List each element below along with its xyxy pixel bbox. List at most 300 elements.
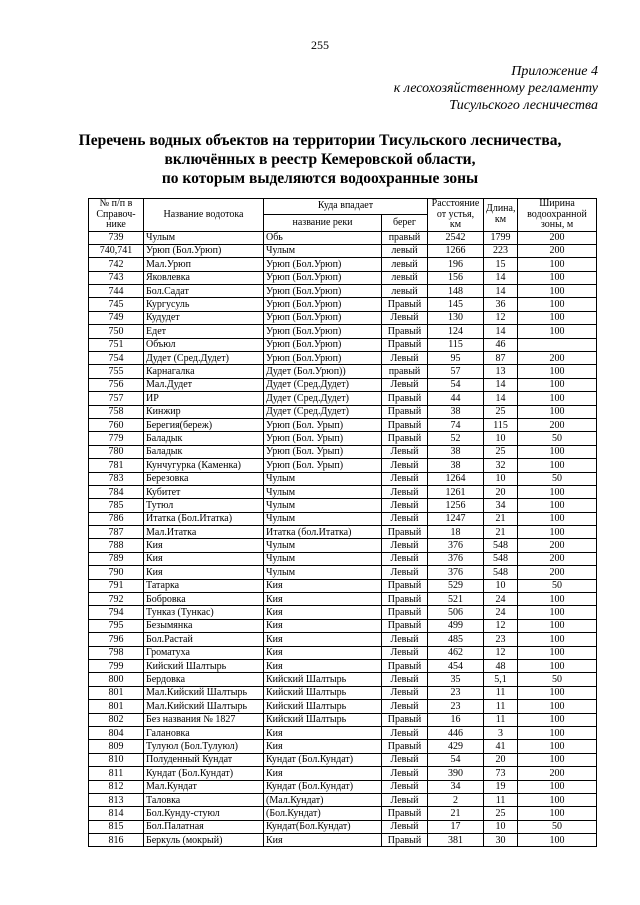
- cell-width: 200: [518, 767, 597, 780]
- cell-length: 73: [484, 767, 518, 780]
- cell-distance: 1264: [428, 472, 484, 485]
- cell-length: 24: [484, 606, 518, 619]
- table-row: [89, 472, 597, 485]
- cell-number: 792: [89, 593, 144, 606]
- cell-width: 100: [518, 619, 597, 632]
- cell-number: 811: [89, 767, 144, 780]
- cell-number: 781: [89, 459, 144, 472]
- cell-length: 1799: [484, 231, 518, 244]
- cell-river: Кийский Шалтырь: [264, 700, 382, 713]
- cell-width: 100: [518, 285, 597, 298]
- cell-bank: левый: [382, 258, 428, 271]
- cell-distance: 521: [428, 593, 484, 606]
- cell-width: 100: [518, 365, 597, 378]
- cell-river: Кия: [264, 619, 382, 632]
- cell-length: 87: [484, 352, 518, 365]
- cell-length: 548: [484, 566, 518, 579]
- cell-bank: Правый: [382, 432, 428, 445]
- cell-width: 100: [518, 606, 597, 619]
- cell-river: (Мал.Кундат): [264, 793, 382, 806]
- table-row: [89, 352, 597, 365]
- cell-length: 14: [484, 378, 518, 391]
- cell-distance: 1256: [428, 499, 484, 512]
- table-header: [89, 199, 597, 232]
- cell-width: 50: [518, 579, 597, 592]
- title-line-2: включённых в реестр Кемеровской области,: [164, 151, 476, 168]
- cell-name: Мал.Дудет: [144, 378, 264, 391]
- cell-bank: Правый: [382, 338, 428, 351]
- cell-distance: 52: [428, 432, 484, 445]
- cell-distance: 429: [428, 740, 484, 753]
- table-row: [89, 405, 597, 418]
- cell-bank: Левый: [382, 633, 428, 646]
- cell-bank: Левый: [382, 311, 428, 324]
- cell-name: Кийский Шалтырь: [144, 660, 264, 673]
- cell-width: 100: [518, 378, 597, 391]
- cell-river: Чулым: [264, 485, 382, 498]
- cell-width: 100: [518, 526, 597, 539]
- cell-number: 800: [89, 673, 144, 686]
- cell-name: Мал.Кундат: [144, 780, 264, 793]
- cell-name: ИР: [144, 392, 264, 405]
- cell-number: 755: [89, 365, 144, 378]
- header-number: № п/п в Справоч- нике: [89, 199, 144, 232]
- cell-name: Бердовка: [144, 673, 264, 686]
- cell-distance: 499: [428, 619, 484, 632]
- cell-bank: Правый: [382, 593, 428, 606]
- table-row: [89, 633, 597, 646]
- cell-river: Кия: [264, 633, 382, 646]
- cell-river: Кия: [264, 660, 382, 673]
- table-row: [89, 686, 597, 699]
- table-row: [89, 780, 597, 793]
- cell-river: Кийский Шалтырь: [264, 713, 382, 726]
- cell-number: 796: [89, 633, 144, 646]
- cell-river: Урюп (Бол. Урып): [264, 418, 382, 431]
- cell-name: Кунчугурка (Каменка): [144, 459, 264, 472]
- cell-width: 100: [518, 740, 597, 753]
- cell-length: 46: [484, 338, 518, 351]
- header-distance: Расстояние от устья, км: [428, 199, 484, 232]
- cell-distance: 38: [428, 445, 484, 458]
- cell-name: Громатуха: [144, 646, 264, 659]
- cell-number: 784: [89, 485, 144, 498]
- cell-river: Кийский Шалтырь: [264, 673, 382, 686]
- cell-river: Урюп (Бол.Урюп): [264, 352, 382, 365]
- cell-river: Чулым: [264, 244, 382, 257]
- cell-width: 50: [518, 820, 597, 833]
- cell-bank: Правый: [382, 325, 428, 338]
- cell-width: 100: [518, 325, 597, 338]
- cell-distance: 506: [428, 606, 484, 619]
- cell-name: Тунказ (Тункас): [144, 606, 264, 619]
- cell-river: Урюп (Бол.Урюп): [264, 271, 382, 284]
- header-length: Длина, км: [484, 199, 518, 232]
- cell-number: 812: [89, 780, 144, 793]
- cell-river: Кия: [264, 767, 382, 780]
- cell-number: 801: [89, 686, 144, 699]
- cell-length: 30: [484, 834, 518, 847]
- cell-number: 758: [89, 405, 144, 418]
- cell-distance: 21: [428, 807, 484, 820]
- cell-width: 100: [518, 271, 597, 284]
- cell-bank: Левый: [382, 767, 428, 780]
- cell-distance: 196: [428, 258, 484, 271]
- cell-distance: 446: [428, 726, 484, 739]
- cell-number: 787: [89, 526, 144, 539]
- cell-name: Яковлевка: [144, 271, 264, 284]
- table-row: [89, 244, 597, 257]
- cell-width: 100: [518, 793, 597, 806]
- cell-number: 802: [89, 713, 144, 726]
- cell-bank: Левый: [382, 700, 428, 713]
- cell-distance: 38: [428, 405, 484, 418]
- cell-width: 100: [518, 593, 597, 606]
- cell-bank: Левый: [382, 472, 428, 485]
- page-number: 255: [311, 38, 329, 52]
- cell-bank: Левый: [382, 512, 428, 525]
- cell-width: 200: [518, 244, 597, 257]
- cell-width: 200: [518, 539, 597, 552]
- cell-name: Тулуюл (Бол.Тулуюл): [144, 740, 264, 753]
- cell-river: Урюп (Бол.Урюп): [264, 311, 382, 324]
- cell-number: 742: [89, 258, 144, 271]
- cell-river: Урюп (Бол. Урып): [264, 445, 382, 458]
- cell-name: Баладык: [144, 432, 264, 445]
- cell-name: Бобровка: [144, 593, 264, 606]
- cell-number: 757: [89, 392, 144, 405]
- cell-length: 115: [484, 418, 518, 431]
- cell-width: [518, 338, 597, 351]
- cell-bank: Левый: [382, 686, 428, 699]
- cell-river: Дудет (Сред.Дудет): [264, 392, 382, 405]
- title-line-3: по которым выделяются водоохранные зоны: [161, 170, 479, 187]
- cell-length: 21: [484, 526, 518, 539]
- cell-length: 14: [484, 285, 518, 298]
- cell-number: 798: [89, 646, 144, 659]
- cell-river: Чулым: [264, 539, 382, 552]
- cell-name: Мал.Урюп: [144, 258, 264, 271]
- cell-number: 785: [89, 499, 144, 512]
- cell-number: 815: [89, 820, 144, 833]
- table-row: [89, 392, 597, 405]
- cell-length: 20: [484, 753, 518, 766]
- cell-distance: 1247: [428, 512, 484, 525]
- cell-bank: Правый: [382, 713, 428, 726]
- cell-river: Чулым: [264, 472, 382, 485]
- cell-name: Итатка (Бол.Итатка): [144, 512, 264, 525]
- cell-number: 795: [89, 619, 144, 632]
- cell-length: 20: [484, 485, 518, 498]
- cell-length: 19: [484, 780, 518, 793]
- cell-bank: Левый: [382, 378, 428, 391]
- table-row: [89, 713, 597, 726]
- table-row: [89, 231, 597, 244]
- cell-distance: 390: [428, 767, 484, 780]
- cell-bank: Левый: [382, 352, 428, 365]
- cell-river: Кия: [264, 646, 382, 659]
- cell-distance: 529: [428, 579, 484, 592]
- cell-name: Беркуль (мокрый): [144, 834, 264, 847]
- cell-name: Дудет (Сред.Дудет): [144, 352, 264, 365]
- cell-name: Кия: [144, 539, 264, 552]
- table-row: [89, 807, 597, 820]
- table-row: [89, 418, 597, 431]
- header-bank: берег: [382, 215, 428, 231]
- cell-bank: Левый: [382, 566, 428, 579]
- cell-number: 754: [89, 352, 144, 365]
- cell-name: Кия: [144, 566, 264, 579]
- cell-bank: левый: [382, 244, 428, 257]
- cell-number: 783: [89, 472, 144, 485]
- appendix-line-3: Тисульского лесничества: [449, 98, 598, 113]
- cell-name: Объюл: [144, 338, 264, 351]
- cell-length: 48: [484, 660, 518, 673]
- cell-width: 50: [518, 432, 597, 445]
- cell-river: Чулым: [264, 512, 382, 525]
- cell-length: 12: [484, 311, 518, 324]
- cell-bank: Левый: [382, 673, 428, 686]
- cell-number: 743: [89, 271, 144, 284]
- cell-number: 789: [89, 552, 144, 565]
- cell-bank: Правый: [382, 834, 428, 847]
- cell-name: Березовка: [144, 472, 264, 485]
- cell-river: Урюп (Бол.Урюп): [264, 325, 382, 338]
- cell-width: 200: [518, 352, 597, 365]
- appendix-line-2: к лесохозяйственному регламенту: [393, 81, 598, 96]
- cell-distance: 454: [428, 660, 484, 673]
- cell-width: 100: [518, 807, 597, 820]
- cell-river: Урюп (Бол.Урюп): [264, 285, 382, 298]
- cell-width: 50: [518, 472, 597, 485]
- cell-river: Дудет (Сред.Дудет): [264, 378, 382, 391]
- cell-river: Урюп (Бол.Урюп): [264, 338, 382, 351]
- table-row: [89, 593, 597, 606]
- cell-width: 100: [518, 726, 597, 739]
- cell-bank: Правый: [382, 606, 428, 619]
- cell-bank: Правый: [382, 807, 428, 820]
- table-row: [89, 365, 597, 378]
- water-bodies-table: [88, 198, 597, 847]
- cell-number: 745: [89, 298, 144, 311]
- cell-distance: 54: [428, 378, 484, 391]
- cell-distance: 54: [428, 753, 484, 766]
- cell-name: Мал.Кийский Шалтырь: [144, 700, 264, 713]
- cell-name: Едет: [144, 325, 264, 338]
- table-row: [89, 378, 597, 391]
- cell-number: 801: [89, 700, 144, 713]
- cell-length: 34: [484, 499, 518, 512]
- cell-length: 3: [484, 726, 518, 739]
- cell-number: 744: [89, 285, 144, 298]
- table-row: [89, 338, 597, 351]
- table-row: [89, 298, 597, 311]
- cell-name: Кундат (Бол.Кундат): [144, 767, 264, 780]
- cell-length: 13: [484, 365, 518, 378]
- cell-bank: левый: [382, 285, 428, 298]
- table-row: [89, 700, 597, 713]
- cell-width: 100: [518, 499, 597, 512]
- cell-length: 5,1: [484, 673, 518, 686]
- cell-distance: 23: [428, 686, 484, 699]
- cell-width: 100: [518, 780, 597, 793]
- cell-river: Кундат (Бол.Кундат): [264, 753, 382, 766]
- cell-distance: 95: [428, 352, 484, 365]
- cell-river: Чулым: [264, 552, 382, 565]
- table-row: [89, 753, 597, 766]
- table-row: [89, 566, 597, 579]
- cell-width: 100: [518, 753, 597, 766]
- cell-bank: Левый: [382, 726, 428, 739]
- cell-length: 548: [484, 552, 518, 565]
- cell-bank: Правый: [382, 660, 428, 673]
- cell-length: 12: [484, 646, 518, 659]
- cell-number: 794: [89, 606, 144, 619]
- cell-width: 100: [518, 405, 597, 418]
- table-row: [89, 499, 597, 512]
- cell-number: 799: [89, 660, 144, 673]
- table-row: [89, 646, 597, 659]
- cell-bank: Правый: [382, 526, 428, 539]
- cell-distance: 38: [428, 459, 484, 472]
- cell-distance: 17: [428, 820, 484, 833]
- cell-river: Итатка (бол.Итатка): [264, 526, 382, 539]
- cell-width: 200: [518, 552, 597, 565]
- cell-name: Мал.Итатка: [144, 526, 264, 539]
- cell-number: 740,741: [89, 244, 144, 257]
- cell-bank: Правый: [382, 405, 428, 418]
- cell-number: 816: [89, 834, 144, 847]
- cell-width: 100: [518, 311, 597, 324]
- cell-number: 756: [89, 378, 144, 391]
- cell-name: Берегия(береж): [144, 418, 264, 431]
- cell-river: Кия: [264, 606, 382, 619]
- table-row: [89, 820, 597, 833]
- header-width: Ширина водоохранной зоны, м: [518, 199, 597, 232]
- cell-length: 41: [484, 740, 518, 753]
- cell-river: Урюп (Бол. Урып): [264, 459, 382, 472]
- cell-bank: левый: [382, 271, 428, 284]
- cell-name: Чулым: [144, 231, 264, 244]
- cell-river: Урюп (Бол.Урюп): [264, 258, 382, 271]
- cell-river: Кия: [264, 579, 382, 592]
- cell-length: 21: [484, 512, 518, 525]
- cell-distance: 35: [428, 673, 484, 686]
- cell-length: 25: [484, 405, 518, 418]
- cell-width: 100: [518, 700, 597, 713]
- cell-name: Кубитет: [144, 485, 264, 498]
- cell-number: 786: [89, 512, 144, 525]
- cell-name: Кия: [144, 552, 264, 565]
- cell-width: 100: [518, 633, 597, 646]
- cell-width: 200: [518, 231, 597, 244]
- cell-length: 223: [484, 244, 518, 257]
- cell-bank: Левый: [382, 780, 428, 793]
- table-row: [89, 793, 597, 806]
- cell-width: 100: [518, 445, 597, 458]
- cell-width: 100: [518, 298, 597, 311]
- cell-width: 100: [518, 485, 597, 498]
- cell-name: Баладык: [144, 445, 264, 458]
- cell-distance: 381: [428, 834, 484, 847]
- cell-width: 100: [518, 834, 597, 847]
- cell-length: 15: [484, 258, 518, 271]
- table-row: [89, 485, 597, 498]
- cell-river: (Бол.Кундат): [264, 807, 382, 820]
- cell-number: 779: [89, 432, 144, 445]
- cell-number: 791: [89, 579, 144, 592]
- cell-number: 739: [89, 231, 144, 244]
- header-inflow: Куда впадает: [264, 199, 428, 215]
- cell-river: Чулым: [264, 499, 382, 512]
- cell-name: Галановка: [144, 726, 264, 739]
- table-row: [89, 258, 597, 271]
- cell-length: 32: [484, 459, 518, 472]
- cell-distance: 376: [428, 539, 484, 552]
- cell-length: 25: [484, 445, 518, 458]
- cell-length: 10: [484, 579, 518, 592]
- table-row: [89, 673, 597, 686]
- header-name: Название водотока: [144, 199, 264, 232]
- cell-name: Бол.Палатная: [144, 820, 264, 833]
- cell-name: Безымянка: [144, 619, 264, 632]
- cell-river: Кундат (Бол.Кундат): [264, 780, 382, 793]
- cell-length: 11: [484, 700, 518, 713]
- document-title: [0, 131, 640, 188]
- cell-river: Урюп (Бол. Урып): [264, 432, 382, 445]
- cell-length: 11: [484, 713, 518, 726]
- table-row: [89, 445, 597, 458]
- cell-length: 10: [484, 472, 518, 485]
- cell-length: 548: [484, 539, 518, 552]
- cell-name: Таловка: [144, 793, 264, 806]
- cell-number: 751: [89, 338, 144, 351]
- cell-width: 100: [518, 713, 597, 726]
- cell-width: 100: [518, 660, 597, 673]
- cell-width: 200: [518, 566, 597, 579]
- cell-bank: Правый: [382, 579, 428, 592]
- cell-bank: Левый: [382, 753, 428, 766]
- cell-river: Дудет (Бол.Урюп)): [264, 365, 382, 378]
- cell-number: 813: [89, 793, 144, 806]
- cell-distance: 462: [428, 646, 484, 659]
- table-row: [89, 619, 597, 632]
- title-line-1: Перечень водных объектов на территории Тисульского лесничества,: [78, 132, 562, 149]
- cell-distance: 2542: [428, 231, 484, 244]
- cell-width: 200: [518, 418, 597, 431]
- cell-distance: 1266: [428, 244, 484, 257]
- table-row: [89, 285, 597, 298]
- table-row: [89, 726, 597, 739]
- cell-distance: 124: [428, 325, 484, 338]
- cell-width: 100: [518, 646, 597, 659]
- cell-number: 760: [89, 418, 144, 431]
- table-row: [89, 432, 597, 445]
- cell-distance: 130: [428, 311, 484, 324]
- cell-river: Урюп (Бол.Урюп): [264, 298, 382, 311]
- cell-number: 750: [89, 325, 144, 338]
- cell-length: 25: [484, 807, 518, 820]
- cell-number: 809: [89, 740, 144, 753]
- table-row: [89, 552, 597, 565]
- cell-name: Тутюл: [144, 499, 264, 512]
- cell-distance: 44: [428, 392, 484, 405]
- cell-distance: 145: [428, 298, 484, 311]
- cell-distance: 1261: [428, 485, 484, 498]
- table-row: [89, 311, 597, 324]
- cell-bank: Левый: [382, 552, 428, 565]
- table-row: [89, 740, 597, 753]
